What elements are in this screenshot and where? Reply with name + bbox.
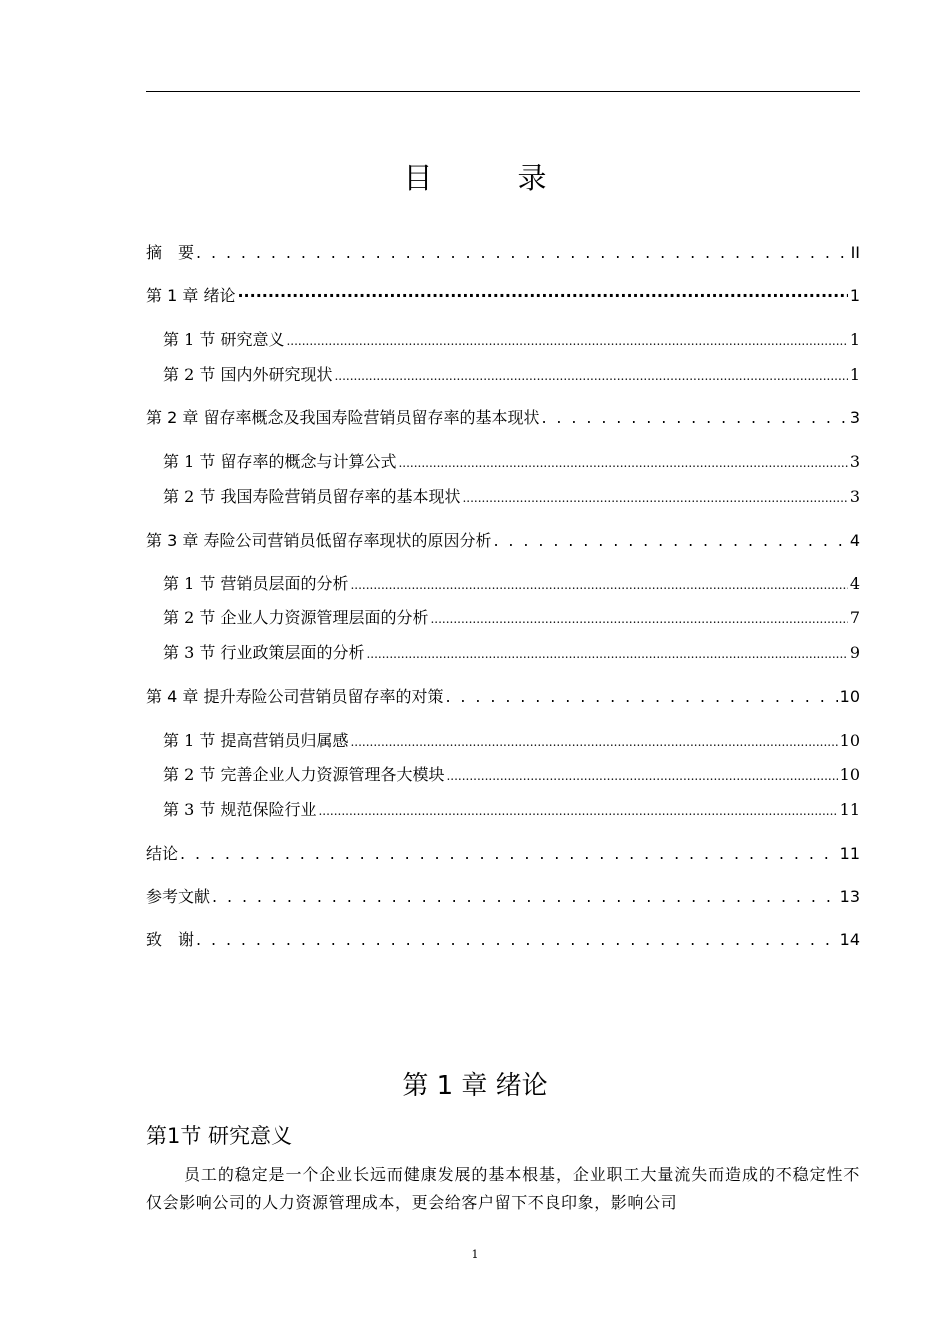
toc-leader [334,369,847,383]
toc-leader [196,243,849,262]
toc-entry-page: 3 [849,408,860,427]
toc-leader [366,647,847,661]
toc-entry-label: 摘 要 [146,243,195,262]
toc-entry-label: 第 3 节 规范保险行业 [163,800,317,819]
toc-entry-page: 1 [849,286,860,305]
toc-leader [430,612,847,626]
toc-leader [196,930,838,949]
toc-entry-label: 第 1 章 绪论 [146,286,236,305]
toc-entry-label: 第 3 章 寿险公司营销员低留存率现状的原因分析 [146,531,492,550]
toc-entry-page: 1 [849,365,860,384]
page-number: 1 [471,1248,479,1261]
toc-entry-chapter-3[interactable] [146,528,860,552]
toc-entry-abstract[interactable] [146,240,860,264]
toc-entry-label: 第 4 章 提升寿险公司营销员留存率的对策 [146,687,444,706]
toc-entry-label: 第 1 节 提高营销员归属感 [163,731,349,750]
toc-entry-label: 第 2 节 企业人力资源管理层面的分析 [163,608,429,627]
toc-entry-section[interactable] [146,449,860,473]
toc-entry-label: 第 2 节 国内外研究现状 [163,365,333,384]
toc-leader [462,491,847,505]
toc-leader [286,334,847,348]
toc-leader [350,578,847,592]
toc-entry-page: 10 [839,687,860,706]
toc-leader [446,769,837,783]
toc-entry-section[interactable] [146,484,860,508]
toc-entry-chapter-2[interactable] [146,405,860,429]
toc-leader [237,286,847,305]
toc-entry-section[interactable] [146,571,860,595]
toc-entry-section[interactable] [146,797,860,821]
toc-entry-label: 结论 [146,844,179,863]
toc-leader [445,687,837,706]
toc-entry-page: 3 [849,452,860,471]
toc-entry-section[interactable] [146,327,860,351]
section-heading: 第1节 研究意义 [146,1124,293,1148]
toc-entry-page: 14 [839,930,860,949]
toc-leader [318,804,837,818]
toc-entry-page: 10 [839,731,860,750]
toc-leader [350,735,837,749]
toc-entry-section[interactable] [146,728,860,752]
toc-entry-label: 第 2 节 我国寿险营销员留存率的基本现状 [163,487,461,506]
toc-entry-label: 第 3 节 行业政策层面的分析 [163,643,365,662]
toc-entry-label: 第 1 节 营销员层面的分析 [163,574,349,593]
chapter-heading: 第 1 章 绪论 [402,1071,548,1101]
body-paragraph: 员工的稳定是一个企业长远而健康发展的基本根基，企业职工大量流失而造成的不稳定性不仅会影响公司的人力资源管理成本，更会给客户留下不良印象，影响公司 [146,1165,860,1212]
toc-entry-section[interactable] [146,640,860,664]
toc-leader [212,887,838,906]
toc-entry-page: 11 [839,844,860,863]
toc-entry-section[interactable] [146,605,860,629]
toc-entry-page: 11 [839,800,860,819]
header-rule [146,91,860,92]
toc-entry-conclusion[interactable] [146,841,860,865]
toc-entry-section[interactable] [146,762,860,786]
toc-entry-label: 第 2 节 完善企业人力资源管理各大模块 [163,765,445,784]
toc-entry-page: 9 [849,643,860,662]
toc-entry-page: 13 [839,887,860,906]
toc-leader [398,456,847,470]
toc-entry-page: 1 [849,330,860,349]
toc-entry-section[interactable] [146,362,860,386]
toc-entry-chapter-1[interactable] [146,283,860,307]
toc-entry-page: II [850,243,860,262]
toc-entry-acknowledgements[interactable] [146,927,860,951]
toc-leader [180,844,838,863]
toc-entry-references[interactable] [146,884,860,908]
toc-entry-page: 10 [839,765,860,784]
toc-entry-label: 参考文献 [146,887,211,906]
toc-entry-label: 第 1 节 留存率的概念与计算公式 [163,452,397,471]
toc-leader [541,408,847,427]
toc-entry-page: 4 [849,574,860,593]
toc-entry-page: 4 [849,531,860,550]
toc-entry-chapter-4[interactable] [146,684,860,708]
toc-title: 目 录 [403,161,575,195]
toc-entry-page: 7 [849,608,860,627]
toc-entry-label: 致 谢 [146,930,195,949]
toc-entry-page: 3 [849,487,860,506]
toc-entry-label: 第 1 节 研究意义 [163,330,285,349]
toc-leader [493,531,847,550]
toc-entry-label: 第 2 章 留存率概念及我国寿险营销员留存率的基本现状 [146,408,540,427]
